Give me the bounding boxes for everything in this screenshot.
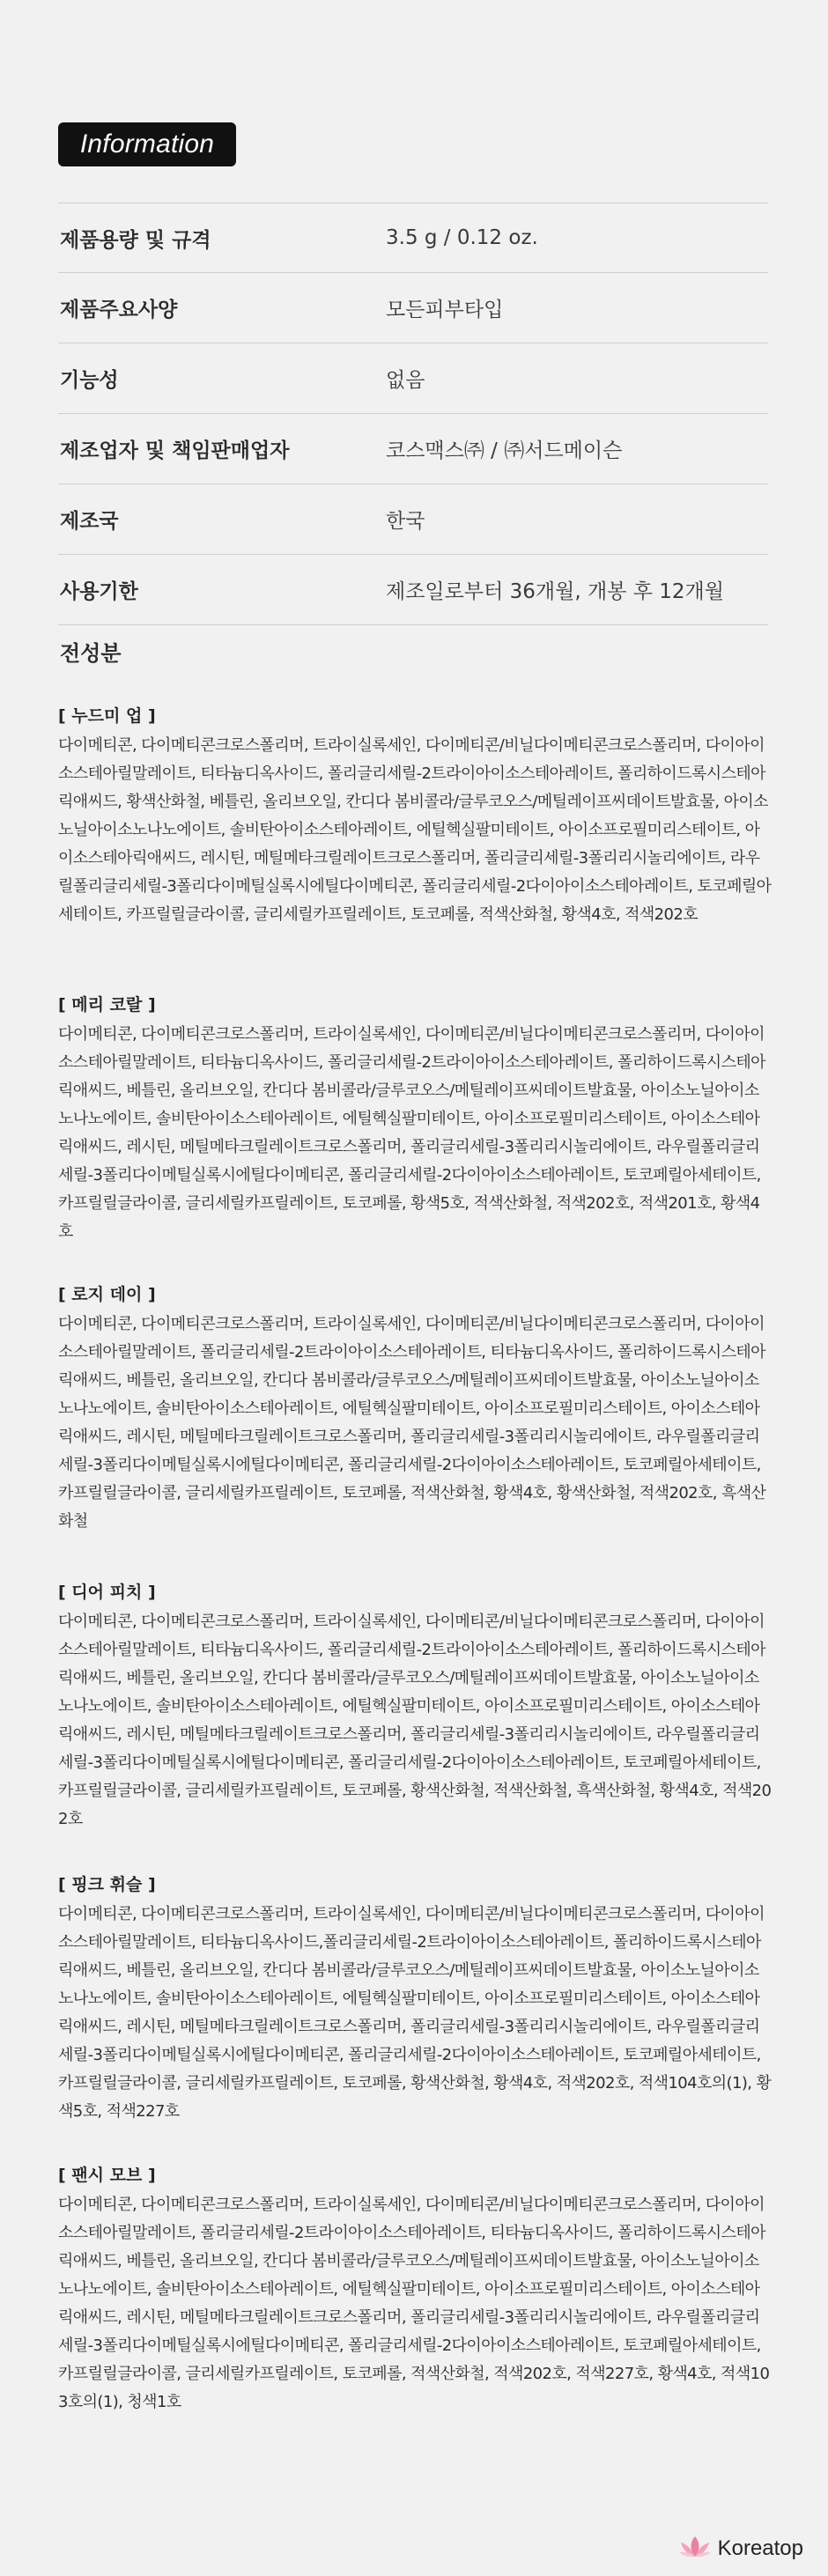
spec-row-capacity: [58, 203, 768, 273]
shade-ingredients: 다이메티콘, 다이메티콘크로스폴리머, 트라이실록세인, 다이메티콘/비닐다이메티콘크로스폴리머, 다이아이소스테아릴말레이트, 티타늄디옥사이드, 폴리글리세릴-2트라이아이소스테아레이트, 폴리하이드록시스테아릭애씨드, 베틀린, 올리브오일, 칸디다 봄비콜라/글루코오스/메틸레이프씨데이트발효물, 아이소노닐아이소노나노에이트, 솔비탄아이소스테아레이트, 에틸헥실팔미테이트, 아이소프로필미리스테이트, 아이소스테아릭애씨드, 레시틴, 메틸메타크릴레이트크로스폴리머, 폴리글리세릴-3폴리리시놀리에이트, 라우릴폴리글리세릴-3폴리다이메틸실록시에틸다이메티콘, 폴리글리세릴-2다이아이소스테아레이트, 토코페릴아세테이트, 카프릴릴글라이콜, 글리세릴카프릴레이트, 토코페롤, 황색5호, 적색산화철, 적색202호, 적색201호, 황색4호: [58, 1025, 765, 1241]
spec-row-expiry: [58, 555, 768, 625]
spec-label: 사용기한: [60, 580, 138, 603]
spec-row-specification: [58, 273, 768, 343]
shade-name: [ 누드미 업 ]: [58, 706, 156, 726]
shade-name: [ 핑크 휘슬 ]: [58, 1875, 156, 1894]
koreatop-watermark: [677, 2534, 803, 2564]
spec-table: [58, 203, 768, 625]
spec-value: 제조일로부터 36개월, 개봉 후 12개월: [386, 580, 724, 603]
spec-value: 3.5 g / 0.12 oz.: [386, 226, 538, 249]
spec-label: 제품주요사양: [60, 299, 178, 321]
shade-ingredients: 다이메티콘, 다이메티콘크로스폴리머, 트라이실록세인, 다이메티콘/비닐다이메티콘크로스폴리머, 다이아이소스테아릴말레이트, 폴리글리세릴-2트라이아이소스테아레이트, 티타늄디옥사이드, 폴리하이드록시스테아릭애씨드, 베틀린, 올리브오일, 칸디다 봄비콜라/글루코오스/메틸레이프씨데이트발효물, 아이소노닐아이소노나노에이트, 솔비탄아이소스테아레이트, 에틸헥실팔미테이트, 아이소프로필미리스테이트, 아이소스테아릭애씨드, 레시틴, 메틸메타크릴레이트크로스폴리머, 폴리글리세릴-3폴리리시놀리에이트, 라우릴폴리글리세릴-3폴리다이메틸실록시에틸다이메티콘, 폴리글리세릴-2다이아이소스테아레이트, 토코페릴아세테이트, 카프릴릴글라이콜, 글리세릴카프릴레이트, 토코페롤, 적색산화철, 적색202호, 적색227호, 황색4호, 적색103호의(1), 청색1호: [58, 2196, 770, 2411]
spec-label: 제조업자 및 책임판매업자: [60, 439, 290, 462]
shade-name: [ 메리 코랄 ]: [58, 995, 156, 1015]
lotus-icon: [677, 2534, 713, 2564]
shade-ingredients: 다이메티콘, 다이메티콘크로스폴리머, 트라이실록세인, 다이메티콘/비닐다이메티콘크로스폴리머, 다이아이소스테아릴말레이트, 티타늄디옥사이드, 폴리글리세릴-2트라이아이소스테아레이트, 폴리하이드록시스테아릭애씨드, 베틀린, 올리브오일, 칸디다 봄비콜라/글루코오스/메틸레이프씨데이트발효물, 아이소노닐아이소노나노에이트, 솔비탄아이소스테아레이트, 에틸헥실팔미테이트, 아이소프로필미리스테이트, 아이소스테아릭애씨드, 레시틴, 메틸메타크릴레이트크로스폴리머, 폴리글리세릴-3폴리리시놀리에이트, 라우릴폴리글리세릴-3폴리다이메틸실록시에틸다이메티콘, 폴리글리세릴-2다이아이소스테아레이트, 토코페릴아세테이트, 카프릴릴글라이콜, 글리세릴카프릴레이트, 토코페롤, 황색산화철, 적색산화철, 흑색산화철, 황색4호, 적색202호: [58, 1613, 772, 1828]
shade-block-fancy-mauve: [58, 2162, 773, 2417]
spec-label: 제조국: [60, 510, 119, 533]
shade-block-nude-me-up: [58, 703, 773, 929]
spec-value: 없음: [386, 369, 425, 392]
shade-name: [ 로지 데이 ]: [58, 1285, 156, 1304]
shade-block-rosy-day: [58, 1281, 773, 1536]
spec-row-function: [58, 343, 768, 414]
shade-block-dear-peach: [58, 1579, 773, 1834]
shade-name: [ 디어 피치 ]: [58, 1583, 156, 1602]
information-badge: Information: [58, 122, 236, 166]
shade-name: [ 팬시 모브 ]: [58, 2166, 156, 2185]
spec-value: 모든피부타입: [386, 299, 504, 321]
spec-row-manufacturer: [58, 414, 768, 484]
ingredients-title: 전성분: [60, 641, 122, 666]
shade-block-pink-whistle: [58, 1871, 773, 2126]
spec-value: 한국: [386, 510, 425, 533]
shade-ingredients: 다이메티콘, 다이메티콘크로스폴리머, 트라이실록세인, 다이메티콘/비닐다이메티콘크로스폴리머, 다이아이소스테아릴말레이트, 폴리글리세릴-2트라이아이소스테아레이트, 티타늄디옥사이드, 폴리하이드록시스테아릭애씨드, 베틀린, 올리브오일, 칸디다 봄비콜라/글루코오스/메틸레이프씨데이트발효물, 아이소노닐아이소노나노에이트, 솔비탄아이소스테아레이트, 에틸헥실팔미테이트, 아이소프로필미리스테이트, 아이소스테아릭애씨드, 레시틴, 메틸메타크릴레이트크로스폴리머, 폴리글리세릴-3폴리리시놀리에이트, 라우릴폴리글리세릴-3폴리다이메틸실록시에틸다이메티콘, 폴리글리세릴-2다이아이소스테아레이트, 토코페릴아세테이트, 카프릴릴글라이콜, 글리세릴카프릴레이트, 토코페롤, 적색산화철, 황색4호, 황색산화철, 적색202호, 흑색산화철: [58, 1315, 766, 1531]
spec-value: 코스맥스㈜ / ㈜서드메이슨: [386, 439, 623, 462]
spec-row-country: [58, 484, 768, 555]
shade-ingredients: 다이메티콘, 다이메티콘크로스폴리머, 트라이실록세인, 다이메티콘/비닐다이메티콘크로스폴리머, 다이아이소스테아릴말레이트, 티타늄디옥사이드,폴리글리세릴-2트라이아이소스테아레이트, 폴리하이드록시스테아릭애씨드, 베틀린, 올리브오일, 칸디다 봄비콜라/글루코오스/메틸레이프씨데이트발효물, 아이소노닐아이소노나노에이트, 솔비탄아이소스테아레이트, 에틸헥실팔미테이트, 아이소프로필미리스테이트, 아이소스테아릭애씨드, 레시틴, 메틸메타크릴레이트크로스폴리머, 폴리글리세릴-3폴리리시놀리에이트, 라우릴폴리글리세릴-3폴리다이메틸실록시에틸다이메티콘, 폴리글리세릴-2다이아이소스테아레이트, 토코페릴아세테이트, 카프릴릴글라이콜, 글리세릴카프릴레이트, 토코페롤, 황색산화철, 황색4호, 적색202호, 적색104호의(1), 황색5호, 적색227호: [58, 1905, 772, 2121]
shade-ingredients: 다이메티콘, 다이메티콘크로스폴리머, 트라이실록세인, 다이메티콘/비닐다이메티콘크로스폴리머, 다이아이소스테아릴말레이트, 티타늄디옥사이드, 폴리글리세릴-2트라이아이소스테아레이트, 폴리하이드록시스테아릭애씨드, 황색산화철, 베틀린, 올리브오일, 칸디다 봄비콜라/글루코오스/메틸레이프씨데이트발효물, 아이소노닐아이소노나노에이트, 솔비탄아이소스테아레이트, 에틸헥실팔미테이트, 아이소프로필미리스테이트, 아이소스테아릭애씨드, 레시틴, 메틸메타크릴레이트크로스폴리머, 폴리글리세릴-3폴리리시놀리에이트, 라우릴폴리글리세릴-3폴리다이메틸실록시에틸다이메티콘, 폴리글리세릴-2다이아이소스테아레이트, 토코페릴아세테이트, 카프릴릴글라이콜, 글리세릴카프릴레이트, 토코페롤, 적색산화철, 황색4호, 적색202호: [58, 736, 772, 924]
watermark-text: Koreatop: [717, 2536, 803, 2560]
shade-block-merry-coral: [58, 992, 773, 1246]
spec-label: 제품용량 및 규격: [60, 228, 211, 252]
spec-label: 기능성: [60, 369, 119, 392]
